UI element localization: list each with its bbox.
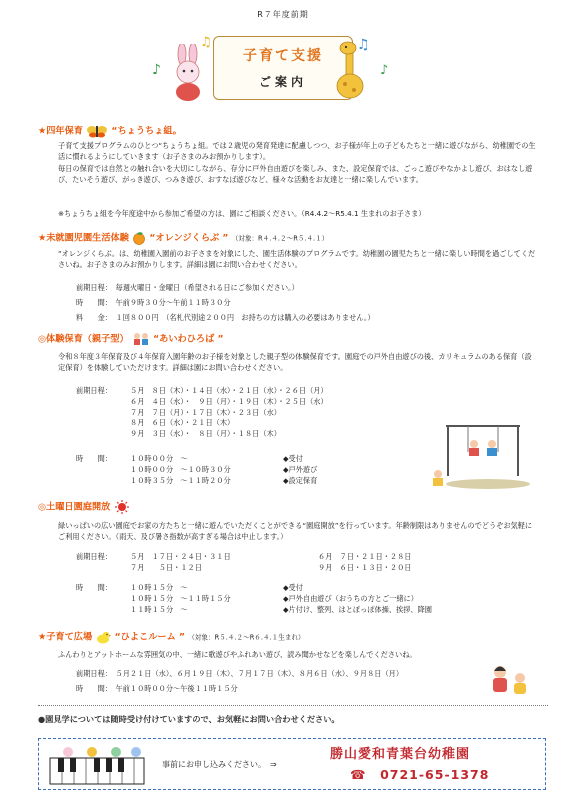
chick-icon <box>95 630 111 644</box>
trial-care-dates-label: 前期日程： <box>76 386 112 395</box>
section-orange-club-text: “オレンジくらぶ。は、幼稚園入園前のお子さまを対象にした、園生活体験のプログラムです。幼稚園の園児たちと一緒に楽しい時間を過ごしてくださいね。お子さまのみお預かりします。詳細は園にお問い合わせください。 <box>58 249 536 270</box>
hiyoko-dates: 前期日程： ５月２１日（水）、６月１９日（木）、７月１７日（木）、８月６日（水）、９月８日（月） <box>76 669 404 678</box>
piano-icon <box>48 744 148 786</box>
music-note-icon <box>150 60 168 78</box>
trial-care-dates <box>130 386 328 440</box>
hiyoko-time: 時 間： 午前１０時００分〜午後１１時１５分 <box>76 684 238 693</box>
time-row: １０時００分 〜１０時３０分 <box>130 464 231 474</box>
time-row: １０時１５分 〜 <box>130 583 188 592</box>
page-title: 子育て支援 <box>243 48 323 64</box>
divider <box>38 705 548 706</box>
date-row: ９月 ６日・１３日・２０日 <box>318 562 412 572</box>
section-four-year-text1: 子育て支援プログラムのひとつ“ちょうちょ組。では２歳児の発育発達に配慮しつつ、お子様が年上の子どもたちと一緒に遊びながら、幼稚園での生活に慣れるようにしていきます（お子さまのみお預かりします）。 <box>58 141 536 162</box>
date-row: ９月 ３日（水）・ ８日（月）・１８日（木） <box>130 429 281 439</box>
saturday-dates-right <box>318 552 411 574</box>
date-row: ６月 ７日・２１日・２８日 <box>318 552 412 561</box>
date-row: ５月 ８日（木）・１４日（水）・２１日（水）・２６日（月） <box>130 386 328 395</box>
kids-icon <box>486 662 536 702</box>
svg-text:♪: ♪ <box>380 63 389 78</box>
date-row: ７月 ７日（月）・１７日（木）・２３日（水） <box>130 407 281 417</box>
rabbit-icon <box>168 44 208 102</box>
svg-text:♪: ♪ <box>152 62 161 78</box>
phone-number: ☎ 0721-65-1378 <box>350 767 490 782</box>
date-row: ８月 ６日（水）・２１日（木） <box>130 418 235 428</box>
kids-icon <box>132 332 150 346</box>
activity-row: ◆戸外自由遊び（おうちの方とご一緒に） <box>283 593 418 603</box>
orange-club-fee: 料 金： １回８００円 （名札代別途２００円 お持ちの方は購入の必要はありません。） <box>76 313 375 322</box>
date-row: ６月 ４日（水）・ ９日（月）・１９日（木）・２５日（水） <box>130 396 328 406</box>
trial-care-times <box>130 454 231 486</box>
section-saturday-open-text: 緑いっぱいの広い園庭でお家の方たちと一緒に遊んでいただくことができる“園庭開放”を行っています。年齢制限はありませんのでどうぞお気軽にご利用ください。（雨天、及び暑さ指数が高すぎる場合は中止します。） <box>58 521 533 542</box>
section-four-year-note: ※ちょうちょ組を今年度途中から参加ご希望の方は、園にご相談ください。（R4.4.2〜R5.4.1 生まれのお子さま） <box>58 209 426 218</box>
orange-icon <box>132 231 146 245</box>
school-name: 勝山愛和青葉台幼稚園 <box>330 747 471 762</box>
section-hiyoko-room: ★子育て広場 “ひよこルーム ” （対象：R５.４.２〜R６.４.１生まれ） <box>38 631 305 643</box>
time-row: １０時１５分 〜１１時１５分 <box>130 593 231 603</box>
activity-row: ◆戸外遊び <box>283 464 318 474</box>
page-subtitle: ご案内 <box>258 75 307 89</box>
saturday-times <box>130 583 231 615</box>
section-hiyoko-room-text: ふんわりとアットホームな雰囲気の中、一緒に歌遊びやふれあい遊び、読み聞かせなどを楽しんでくださいね。 <box>58 650 417 659</box>
saturday-dates-label: 前期日程： <box>76 552 112 561</box>
apply-text: 事前にお申し込みください。 ⇒ <box>162 760 277 769</box>
orange-club-time: 時 間： 午前９時３０分〜午前１１時３０分 <box>76 298 231 307</box>
date-row: ７月 ５日・１２日 <box>130 562 202 572</box>
saturday-activities <box>283 583 432 615</box>
orange-club-dates: 前期日程： 毎週火曜日・金曜日（希望される日にご参加ください。） <box>76 283 299 292</box>
visit-note: ●園見学については随時受け付けていますので、お気軽にお問い合わせください。 <box>38 714 340 724</box>
music-note-icon <box>378 60 396 78</box>
svg-text:♫: ♫ <box>200 35 212 50</box>
butterfly-icon <box>86 124 108 138</box>
sun-icon <box>114 500 130 514</box>
section-trial-care: ◎体験保育（親子型） “あいわひろば ” <box>38 333 224 345</box>
time-row: １１時１５分 〜 <box>130 604 188 614</box>
time-row: １０時００分 〜 <box>130 454 188 463</box>
section-saturday-open: ◎土曜日園庭開放 <box>38 500 130 514</box>
activity-row: ◆設定保育 <box>283 475 318 485</box>
saturday-time-label: 時 間： <box>76 583 112 592</box>
activity-row: ◆片付け、整列、はとぽっぽ体操、挨拶、降園 <box>283 604 432 614</box>
time-row: １０時３５分 〜１１時２０分 <box>130 475 231 485</box>
activity-row: ◆受付 <box>283 454 303 463</box>
date-row: ５月 １７日・２４日・３１日 <box>130 552 231 561</box>
saturday-dates-left <box>130 552 231 574</box>
section-trial-care-text: 令和８年度３年保育及び４年保育入園年齢のお子様を対象とした親子型の体験保育です。園庭での戸外自由遊びの後、カリキュラムのある保育（設定保育）を体験していただけます。詳細は園にお問い合わせください。 <box>58 352 532 373</box>
trial-care-time-label: 時 間： <box>76 454 112 463</box>
playground-icon <box>428 418 536 490</box>
section-four-year-text2: 毎日の保育では自然との触れ合いを大切にしながら、存分に戸外自由遊びを楽しみ、また、設定保育では、ごっこ遊びやなかよし遊び、おはなし遊び、たいそう遊び、がっき遊び、つみき遊び、おすなば遊びなど、様々な活動をお友達と一緒に楽しんでいます。 <box>58 164 533 185</box>
section-orange-club: ★未就園児園生活体験 “オレンジくらぶ ” （対象：R４.４.２〜R５.４.１） <box>38 232 329 244</box>
activity-row: ◆受付 <box>283 583 303 592</box>
svg-text:♫: ♫ <box>357 37 370 53</box>
giraffe-icon <box>332 40 366 102</box>
trial-care-activities <box>283 454 317 486</box>
section-four-year: ★四年保育 “ちょうちょ組。 <box>38 125 182 137</box>
period-label: R７年度前期 <box>257 10 309 19</box>
